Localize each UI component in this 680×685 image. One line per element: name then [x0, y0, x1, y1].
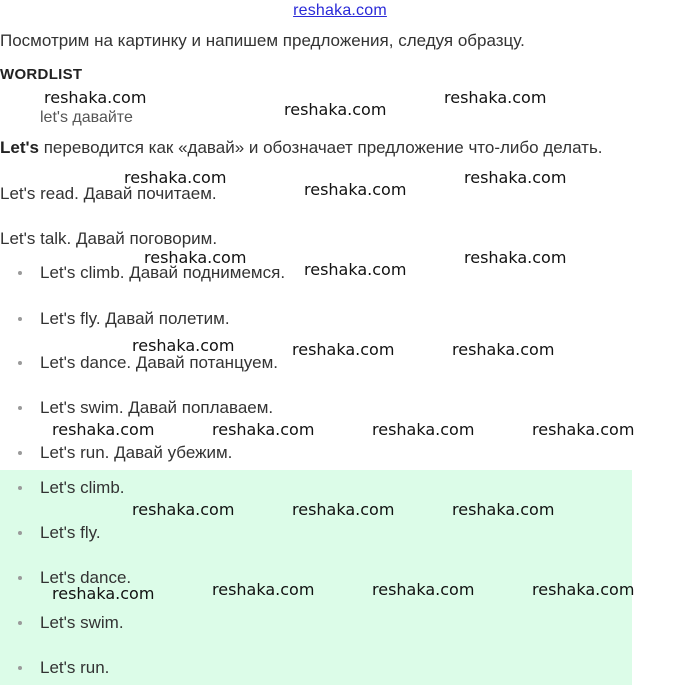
bullet-dot: [18, 451, 22, 455]
watermark: reshaka.com: [132, 336, 235, 355]
watermark: reshaka.com: [452, 340, 555, 359]
watermark: reshaka.com: [144, 248, 247, 267]
watermark: reshaka.com: [292, 340, 395, 359]
list-item-text: Let's run. Давай убежим.: [40, 443, 233, 462]
list-item: [40, 353, 278, 373]
bullet-dot: [18, 621, 22, 625]
bullet-dot: [18, 361, 22, 365]
explanation-rest: переводится как «давай» и обозначает предложение что-либо делать.: [39, 138, 603, 157]
watermark: reshaka.com: [452, 500, 555, 519]
answer-item: [40, 478, 125, 498]
list-item-text: Let's dance. Давай потанцуем.: [40, 353, 278, 372]
intro-text: Посмотрим на картинку и напишем предложения, следуя образцу.: [0, 31, 525, 50]
watermark: reshaka.com: [52, 584, 155, 603]
bullet-dot: [18, 486, 22, 490]
watermark: reshaka.com: [304, 180, 407, 199]
list-item-text: Let's climb. Давай поднимемся.: [40, 263, 286, 282]
watermark: reshaka.com: [212, 420, 315, 439]
bullet-dot: [18, 576, 22, 580]
explanation-text: [0, 138, 603, 158]
watermark: reshaka.com: [284, 100, 387, 119]
bullet-dot: [18, 317, 22, 321]
list-item-text: Let's swim. Давай поплаваем.: [40, 398, 274, 417]
site-header-link[interactable]: reshaka.com: [293, 2, 387, 19]
watermark: reshaka.com: [304, 260, 407, 279]
watermark: reshaka.com: [292, 500, 395, 519]
answer-item: [40, 613, 124, 633]
list-item: [40, 443, 232, 463]
bullet-dot: [18, 406, 22, 410]
wordlist-clipped-text: let's давайте: [40, 109, 133, 126]
watermark: reshaka.com: [132, 500, 235, 519]
list-item: [40, 309, 230, 329]
watermark: reshaka.com: [532, 580, 635, 599]
answer-item-text: Let's run.: [40, 658, 110, 677]
watermark: reshaka.com: [372, 580, 475, 599]
explanation-keyword: Let's: [0, 138, 39, 157]
bullet-dot: [18, 531, 22, 535]
answer-item-text: Let's climb.: [40, 478, 125, 497]
watermark: reshaka.com: [44, 88, 147, 107]
answer-item: [40, 658, 109, 678]
watermark: reshaka.com: [212, 580, 315, 599]
answer-item-text: Let's fly.: [40, 523, 101, 542]
watermark: reshaka.com: [444, 88, 547, 107]
watermark: reshaka.com: [464, 168, 567, 187]
list-item-text: Let's fly. Давай полетим.: [40, 309, 230, 328]
watermark: reshaka.com: [464, 248, 567, 267]
watermark: reshaka.com: [532, 420, 635, 439]
bullet-dot: [18, 666, 22, 670]
wordlist-clipped-line: [40, 109, 240, 128]
wordlist-heading: WORDLIST: [0, 66, 83, 83]
example-line: Let's read. Давай почитаем.: [0, 184, 217, 203]
answer-item: [40, 523, 101, 543]
answer-item-text: Let's swim.: [40, 613, 124, 632]
watermark: reshaka.com: [124, 168, 227, 187]
list-item: [40, 398, 273, 418]
watermark: reshaka.com: [52, 420, 155, 439]
answer-item-text: Let's dance.: [40, 568, 132, 587]
example-line: Let's talk. Давай поговорим.: [0, 229, 218, 248]
watermark: reshaka.com: [372, 420, 475, 439]
bullet-dot: [18, 271, 22, 275]
